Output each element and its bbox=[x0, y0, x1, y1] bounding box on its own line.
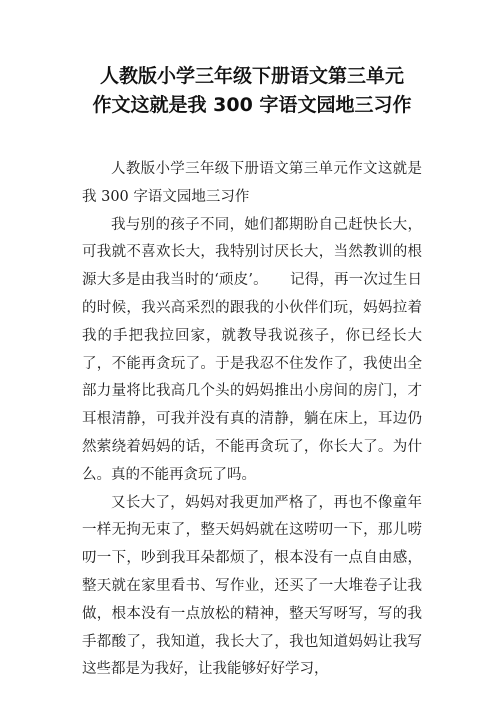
paragraph-intro: 人教版小学三年级下册语文第三单元作文这就是我 300 字语文园地三习作 bbox=[82, 161, 422, 205]
document-title-line-2: 作文这就是我 300 字语文园地三习作 bbox=[92, 94, 412, 116]
paragraph-birthday: 我与别的孩子不同，她们都期盼自己赶快长大，可我就不喜欢长大，我特别讨厌长大，当然教训的根源大多是由我当时的‘顽皮’。 记得，再一次过生日的时候，我兴高采烈的跟我的小伙伴们玩，妈妈拉着我的手把我拉回家，就教导我说孩子，你已经长大了，不能再贪玩了。于是我忍不住发作了，我使出全部力量将比我高几个头的妈妈推出小房间的房门，才耳根清静，可我并没有真的清静，躺在床上，耳边仍然萦绕着妈妈的话，不能再贪玩了，你长大了。为什么。真的不能再贪玩了吗。 bbox=[82, 216, 422, 483]
document-body bbox=[82, 156, 422, 684]
document-title bbox=[82, 62, 422, 120]
paragraph-growing-up: 又长大了，妈妈对我更加严格了，再也不像童年一样无拘无束了，整天妈妈就在这唠叨一下，那儿唠叨一下，吵到我耳朵都烦了，根本没有一点自由感，整天就在家里看书、写作业，还买了一大堆卷子让我做，根本没有一点放松的精神，整天写呀写，写的我手都酸了，我知道，我长大了，我也知道妈妈让我写这些都是为我好，让我能够好好学习， bbox=[82, 494, 422, 678]
document-title-line-1: 人教版小学三年级下册语文第三单元 bbox=[99, 65, 404, 87]
